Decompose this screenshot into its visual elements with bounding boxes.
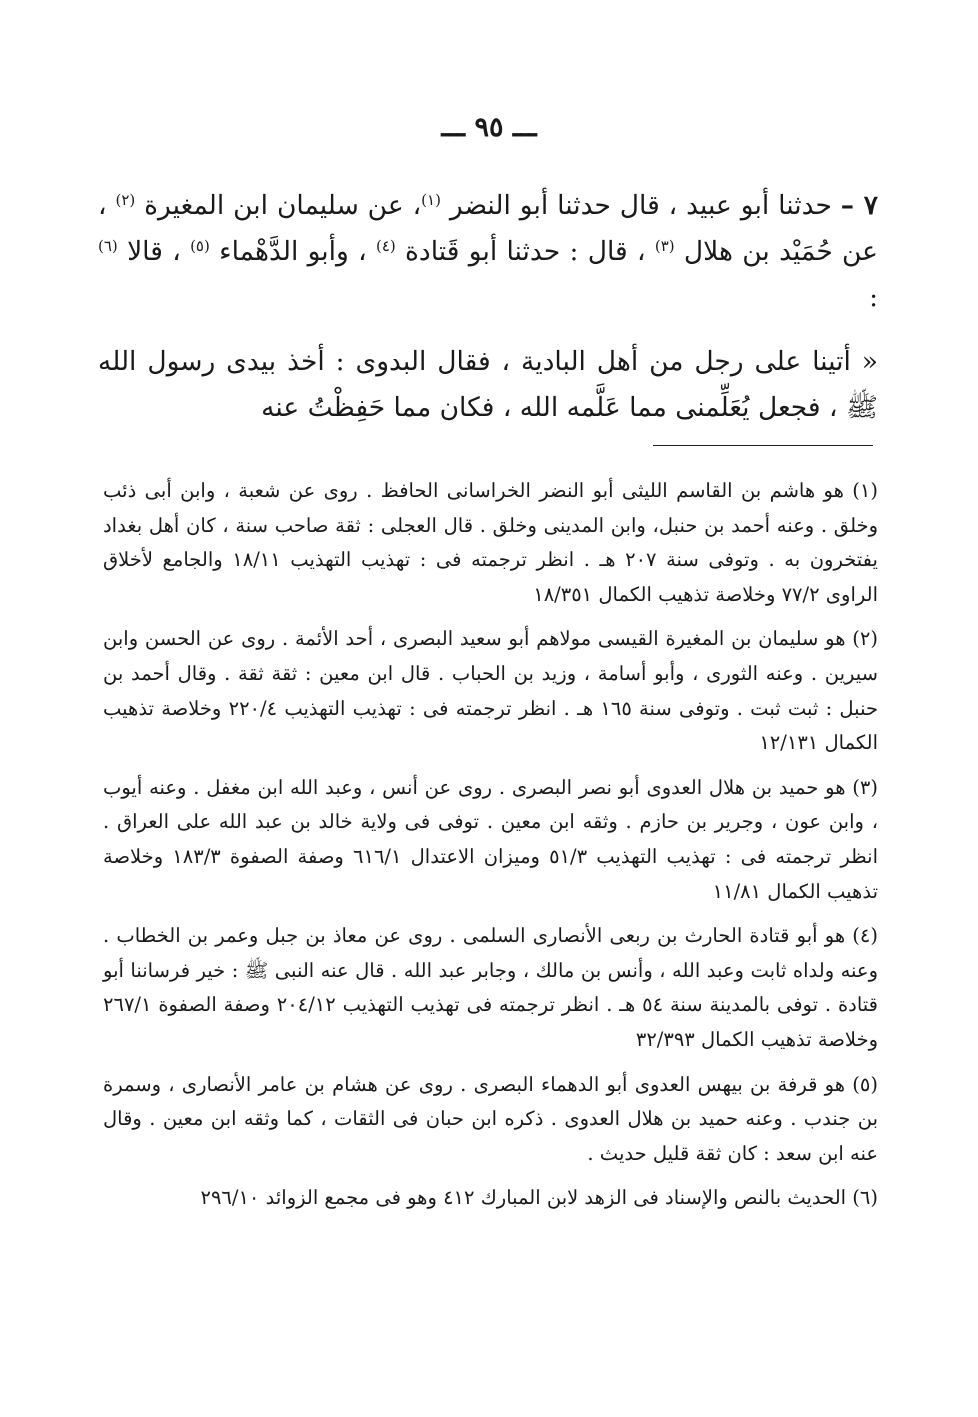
footnote-1: (١) هو هاشم بن القاسم الليثى أبو النضر الخراسانى الحافظ . روى عن شعبة ، وابن أبى ذئب وخلق . وعنه أحمد بن حنبل، وابن المدينى وخلق . قال العجلى : ثقة صاحب سنة ، كان أهل بغداد يفتخرون به . وتوفى سنة ٢٠٧ هـ . انظر ترجمته فى : تهذيب التهذيب ١٨/١١ والجامع لأخلاق الراوى ٧٧/٢ وخلاصة تذهيب الكمال ١٨/٣٥١	[103, 479, 878, 606]
footnote-3: (٣) هو حميد بن هلال العدوى أبو نصر البصرى . روى عن أنس ، وعبد الله ابن مغفل . وعنه أيوب ، وابن عون ، وجرير بن حازم . وثقه ابن معين . توفى فى ولاية خالد بن عبد الله على العراق . انظر ترجمته فى : تهذيب التهذيب ٥١/٣ وميزان الاعتدال ٦١٦/١ وصفة الصفوة ١٨٣/٣ وخلاصة تذهيب الكمال ١١/٨١	[103, 775, 878, 903]
footnote-ref-2: (٢)	[115, 191, 136, 209]
footnote-ref-5: (٥)	[190, 237, 210, 255]
footnote-2: (٢) هو سليمان بن المغيرة القيسى مولاهم أبو سعيد البصرى ، أحد الأئمة . روى عن الحسن وابن سيرين . وعنه الثورى ، وأبو أسامة ، وزيد بن الحباب . قال ابن معين : ثقة ثقة . وقال أحمد بن حنبل : ثبت ثبت . وتوفى سنة ١٦٥ هـ . انظر ترجمته فى : تهذيب التهذيب ٢٢٠/٤ وخلاصة تذهيب الكمال ١٢/١٣١	[103, 627, 879, 755]
hadith-text	[98, 183, 878, 431]
footnotes-section	[103, 474, 878, 1226]
footnote-ref-4: (٤)	[375, 237, 396, 255]
footnote-ref-6: (٦)	[98, 237, 118, 255]
isnad-part-4: ، قال : حدثنا أبو قَتادة	[395, 236, 655, 267]
isnad-part-1: حدثنا أبو عبيد ، قال حدثنا أبو النضر	[440, 190, 841, 221]
footnote-ref-3: (٣)	[654, 237, 675, 255]
isnad-part-6: ، قالا	[117, 236, 191, 267]
isnad-part-2: ، عن سليمان ابن المغيرة	[135, 190, 422, 221]
isnad-part-3: ، عن حُمَيْد بن هلال	[98, 190, 878, 267]
footnote-6: (٦) الحديث بالنص والإسناد فى الزهد لابن المبارك ٤١٢ وهو فى مجمع الزوائد ٢٩٦/١٠	[200, 1186, 878, 1210]
footnote-4: (٤) هو أبو قتادة الحارث بن ربعى الأنصارى السلمى . روى عن معاذ بن جبل وعمر بن الخطاب . وعنه ولداه ثابت وعبد الله ، وأنس بن مالك ، وجابر عبد الله . قال عنه النبى ﷺ : خير فرساننا أبو قتادة . توفى بالمدينة سنة ٥٤ هـ . انظر ترجمته فى تهذيب التهذيب ٢٠٤/١٢ وصفة الصفوة ٢٦٧/١ وخلاصة تذهيب الكمال ٣٢/٣٩٣	[103, 924, 878, 1051]
footnote-5: (٥) هو قرفة بن بيهس العدوى أبو الدهماء البصرى . روى عن هشام بن عامر الأنصارى ، وسمرة بن جندب . وعنه حميد بن هلال العدوى . ذكره ابن حبان فى الثقات ، كما وثقه ابن معين . وقال عنه ابن سعد : كان ثقة قليل حديث .	[103, 1072, 878, 1165]
hadith-isnad	[98, 183, 878, 321]
hadith-number: ٧ –	[840, 190, 878, 221]
isnad-part-7: :	[869, 282, 878, 313]
hadith-matn: « أتينا على رجل من أهل البادية ، فقال البدوى : أخذ بيدى رسول الله ﷺ ، فجعل يُعَلِّمنى مما عَلَّمه الله ، فكان مما حَفِظْتُ عنه	[98, 346, 878, 423]
footnote-separator	[653, 445, 873, 446]
page-number: ـــ ٩٥ ـــ	[441, 112, 537, 143]
isnad-part-5: ، وأبو الدَّهْماء	[209, 236, 376, 267]
footnote-ref-1: (١)	[421, 191, 441, 209]
